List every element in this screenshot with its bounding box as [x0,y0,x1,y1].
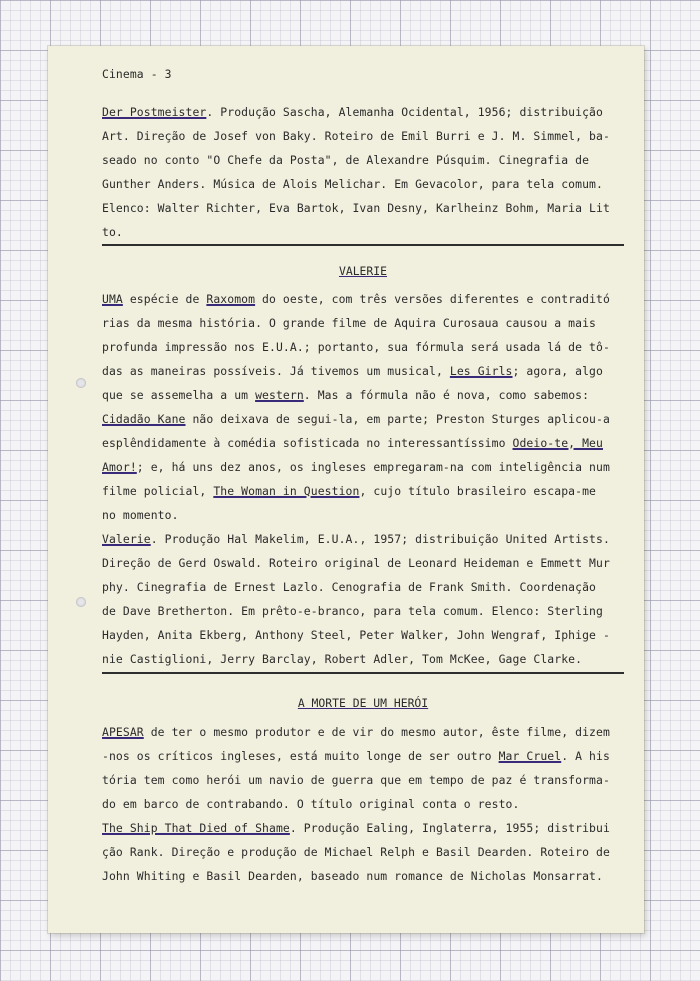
text-line [102,220,624,244]
text-run: ção Rank. Direção e produção de Michael Relph e Basil Dearden. Roteiro de [102,845,610,859]
text-line [102,287,624,311]
text-line [102,840,624,864]
page-header: Cinema - 3 [102,67,172,81]
text-line [102,148,624,172]
underlined-title: Mar Cruel [498,749,562,763]
text-run: , cujo título brasileiro escapa-me [359,484,597,498]
text-run: rias da mesma história. O grande filme de Aquira Curosaua causou a mais [102,316,596,330]
text-line [102,768,624,792]
text-line [102,407,624,431]
text-run: Art. Direção de Josef von Baky. Roteiro de Emil Burri e J. M. Simmel, ba- [102,129,610,143]
text-run: do em barco de contrabando. O título original conta o resto. [102,797,520,811]
text-run: John Whiting e Basil Dearden, baseado num romance de Nicholas Monsarrat. [102,869,603,883]
paragraph-valerie-credits [102,527,624,671]
text-line [102,551,624,575]
text-line [102,311,624,335]
text-line [102,172,624,196]
text-line [102,647,624,671]
text-line [102,792,624,816]
text-line [102,744,624,768]
text-run: Gunther Anders. Música de Alois Melichar. Em Gevacolor, para tela comum. [102,177,603,191]
underlined-title: Valerie [102,532,151,546]
underlined-title: Raxomom [206,292,256,306]
underlined-title: western [255,388,304,402]
section-title-valerie: VALERIE [338,264,387,278]
text-run: de ter o mesmo produtor e de vir do mesmo autor, êste filme, dizem [143,725,610,739]
underlined-title: Der Postmeister [102,105,207,119]
text-run: . Produção Hal Makelim, E.U.A., 1957; distribuição United Artists. [150,532,610,546]
text-run: phy. Cinegrafia de Ernest Lazlo. Cenografia de Frank Smith. Coordenação [102,580,596,594]
text-line [102,599,624,623]
underlined-title: Les Girls [449,364,513,378]
text-line [102,479,624,503]
text-run: -nos os críticos ingleses, está muito longe de ser outro [102,749,499,763]
section-divider [102,672,624,674]
text-line [102,720,624,744]
text-run: . A his [561,749,610,763]
text-run: nie Castiglioni, Jerry Barclay, Robert Adler, Tom McKee, Gage Clarke. [102,652,583,666]
text-run: . Produção Ealing, Inglaterra, 1955; distribui [289,821,610,835]
text-run: do oeste, com três versões diferentes e contraditó [255,292,610,306]
text-run: to. [102,225,123,239]
paragraph-ship-credits [102,816,624,888]
text-line [102,575,624,599]
text-line [102,124,624,148]
text-line [102,455,624,479]
underlined-title: Cidadão Kane [102,412,186,426]
text-line [102,816,624,840]
text-run: . Produção Sascha, Alemanha Ocidental, 1956; distribuição [206,105,603,119]
text-line [102,431,624,455]
text-line [102,623,624,647]
paragraph-valerie-review [102,287,624,527]
text-line [102,527,624,551]
text-run: ; agora, algo [512,364,603,378]
text-line [102,383,624,407]
text-run: que se assemelha a um [102,388,256,402]
text-line [102,100,624,124]
text-run: filme policial, [102,484,214,498]
text-line [102,359,624,383]
section-title-a-morte-de-um-heroi: A MORTE DE UM HERÓI [297,696,429,710]
text-line [102,196,624,220]
text-run: esplêndidamente à comédia sofisticada no interessantíssimo [102,436,513,450]
underlined-title: Amor! [102,460,137,474]
text-run: ; e, há uns dez anos, os ingleses empregaram-na com inteligência num [136,460,610,474]
text-run: das as maneiras possíveis. Já tivemos um musical, [102,364,450,378]
text-run: Hayden, Anita Ekberg, Anthony Steel, Peter Walker, John Wengraf, Iphige - [102,628,610,642]
text-run: . Mas a fórmula não é nova, como sabemos: [303,388,590,402]
underlined-title: The Woman in Question [213,484,360,498]
text-run: Elenco: Walter Richter, Eva Bartok, Ivan Desny, Karlheinz Bohm, Maria Lit [102,201,610,215]
text-run: tória tem como herói um navio de guerra que em tempo de paz é transforma- [102,773,610,787]
text-run: Direção de Gerd Oswald. Roteiro original de Leonard Heideman e Emmett Mur [102,556,610,570]
punch-hole [76,378,86,388]
underlined-title: UMA [102,292,123,306]
text-run: não deixava de segui-la, em parte; Preston Sturges aplicou-a [185,412,610,426]
text-line [102,503,624,527]
text-run: profunda impressão nos E.U.A.; portanto, sua fórmula será usada lá de tô- [102,340,610,354]
text-run: espécie de [122,292,207,306]
underlined-title: Odeio-te, Meu [512,436,603,450]
underlined-title: APESAR [102,725,144,739]
text-run: no momento. [102,508,179,522]
text-line [102,335,624,359]
text-run: de Dave Bretherton. Em prêto-e-branco, para tela comum. Elenco: Sterling [102,604,603,618]
text-run: seado no conto "O Chefe da Posta", de Alexandre Púsquim. Cinegrafia de [102,153,590,167]
paragraph-a-morte-review [102,720,624,816]
section-divider [102,244,624,246]
punch-hole [76,597,86,607]
paragraph-der-postmeister [102,100,624,244]
text-line [102,864,624,888]
underlined-title: The Ship That Died of Shame [102,821,290,835]
typewritten-page [48,46,644,933]
